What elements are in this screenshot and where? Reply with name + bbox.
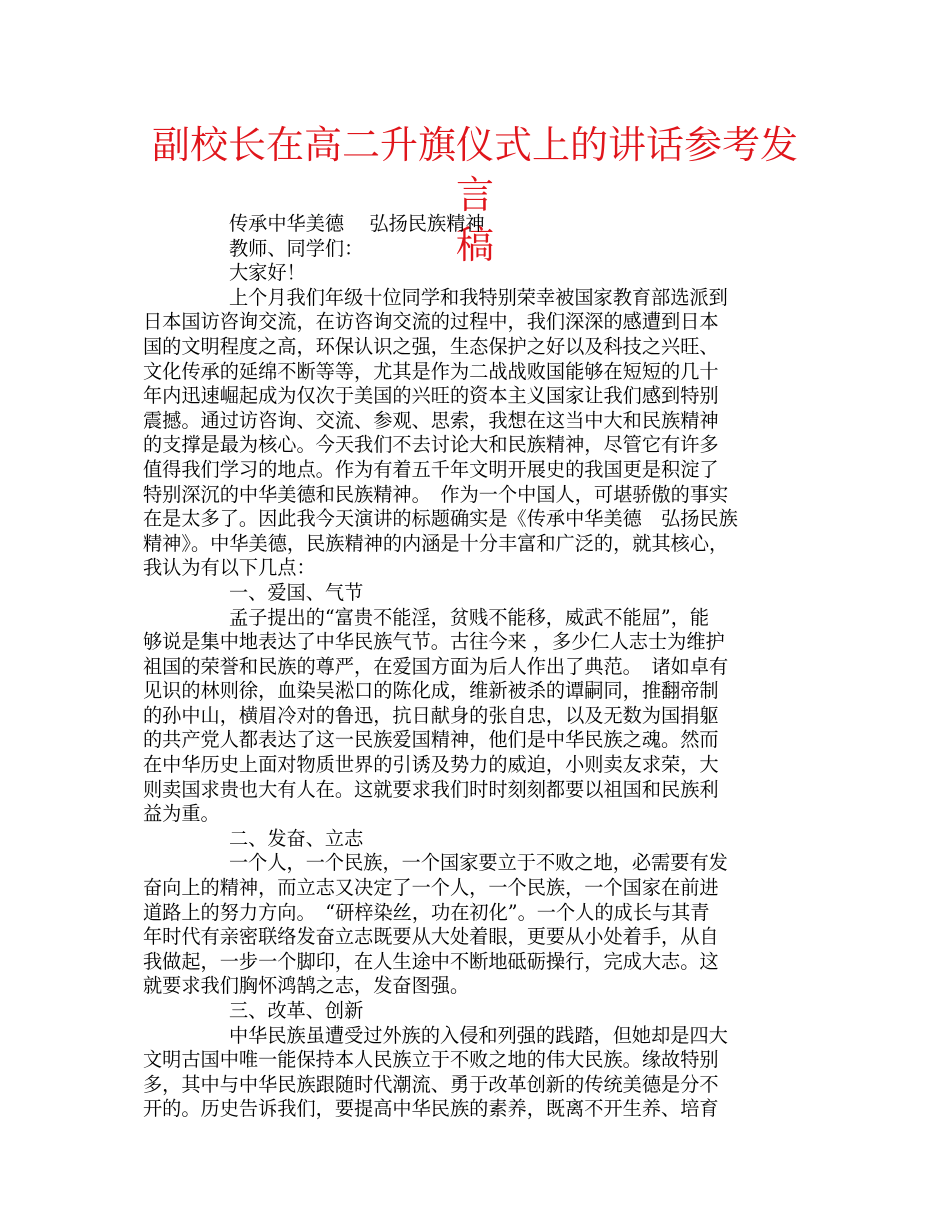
text-line: 的孙中山，横眉冷对的鲁迅，抗日献身的张自忠，以及无数为国捐躯 bbox=[143, 703, 719, 727]
text-line: 一、爱国、气节 bbox=[229, 580, 364, 604]
text-line: 的支撑是最为核心。今天我们不去讨论大和民族精神，尽管它有许多 bbox=[143, 433, 719, 457]
title-line-2: 稿 bbox=[455, 223, 494, 267]
text-line: 我认为有以下几点： bbox=[143, 556, 316, 580]
text-line: 开的。历史告诉我们，要提高中华民族的素养，既离不开生养、培育 bbox=[143, 1097, 719, 1121]
text-line: 中华民族虽遭受过外族的入侵和列强的践踏，但她却是四大 bbox=[229, 1023, 728, 1047]
text-line: 道路上的努力方向。 “研梓染丝，功在初化”。一个人的成长与其青 bbox=[143, 900, 710, 924]
text-line: 特别深沉的中华美德和民族精神。 作为一个中国人，可堪骄傲的事实 bbox=[143, 482, 729, 506]
text-line: 奋向上的精神，而立志又决定了一个人，一个民族，一个国家在前进 bbox=[143, 876, 719, 900]
text-line: 国的文明程度之高，环保认识之强，生态保护之好以及科技之兴旺、 bbox=[143, 334, 719, 358]
text-line: 震撼。通过访咨询、交流、参观、思索，我想在这当中大和民族精神 bbox=[143, 408, 719, 432]
text-line: 教师、同学们： bbox=[229, 236, 364, 260]
text-line: 见识的林则徐，血染吴淞口的陈化成，维新被杀的谭嗣同，推翻帝制 bbox=[143, 679, 719, 703]
text-line: 年内迅速崛起成为仅次于美国的兴旺的资本主义国家让我们感到特别 bbox=[143, 384, 719, 408]
text-line: 就要求我们胸怀鸿鹄之志，发奋图强。 bbox=[143, 974, 470, 998]
text-line: 多，其中与中华民族跟随时代潮流、勇于改革创新的传统美德是分不 bbox=[143, 1072, 719, 1096]
text-line: 在是太多了。因此我今天演讲的标题确实是《传承中华美德 弘扬民族 bbox=[143, 507, 738, 531]
text-line: 的共产党人都表达了这一民族爱国精神，他们是中华民族之魂。然而 bbox=[143, 728, 719, 752]
text-line: 年时代有亲密联络发奋立志既要从大处着眼，更要从小处着手，从自 bbox=[143, 925, 719, 949]
text-line: 一个人，一个民族，一个国家要立于不败之地，必需要有发 bbox=[229, 851, 728, 875]
text-line: 传承中华美德 弘扬民族精神 bbox=[229, 212, 485, 235]
title-line-1: 副校长在高二升旗仪式上的讲话参考发言 bbox=[151, 123, 798, 217]
text-line: 值得我们学习的地点。作为有着五千年文明开展史的我国更是积淀了 bbox=[143, 457, 719, 481]
text-line: 二、发奋、立志 bbox=[229, 826, 364, 850]
document-body bbox=[143, 212, 826, 1122]
text-line: 精神》。中华美德，民族精神的内涵是十分丰富和广泛的，就其核心， bbox=[143, 531, 729, 555]
text-line: 益为重。 bbox=[143, 802, 220, 826]
text-line: 上个月我们年级十位同学和我特别荣幸被国家教育部选派到 bbox=[229, 285, 728, 309]
text-line: 三、改革、创新 bbox=[229, 999, 364, 1022]
text-line: 文明古国中唯一能保持本人民族立于不败之地的伟大民族。缘故特别 bbox=[143, 1048, 719, 1072]
text-line: 大家好！ bbox=[229, 261, 306, 285]
text-line: 祖国的荣誉和民族的尊严，在爱国方面为后人作出了典范。 诸如卓有 bbox=[143, 654, 729, 678]
text-line: 在中华历史上面对物质世界的引诱及势力的威迫，小则卖友求荣，大 bbox=[143, 753, 719, 777]
text-line: 够说是集中地表达了中华民族气节。古往今来 ，多少仁人志士为维护 bbox=[143, 630, 725, 654]
text-line: 日本国访咨询交流，在访咨询交流的过程中，我们深深的感遭到日本 bbox=[143, 310, 719, 334]
text-line: 我做起，一步一个脚印，在人生途中不断地砥砺操行，完成大志。这 bbox=[143, 949, 719, 973]
text-line: 文化传承的延绵不断等等，尤其是作为二战战败国能够在短短的几十 bbox=[143, 359, 719, 383]
text-line: 孟子提出的“富贵不能淫，贫贱不能移，威武不能屈”，能 bbox=[229, 605, 710, 629]
text-line: 则卖国求贵也大有人在。这就要求我们时时刻刻都要以祖国和民族利 bbox=[143, 777, 719, 801]
